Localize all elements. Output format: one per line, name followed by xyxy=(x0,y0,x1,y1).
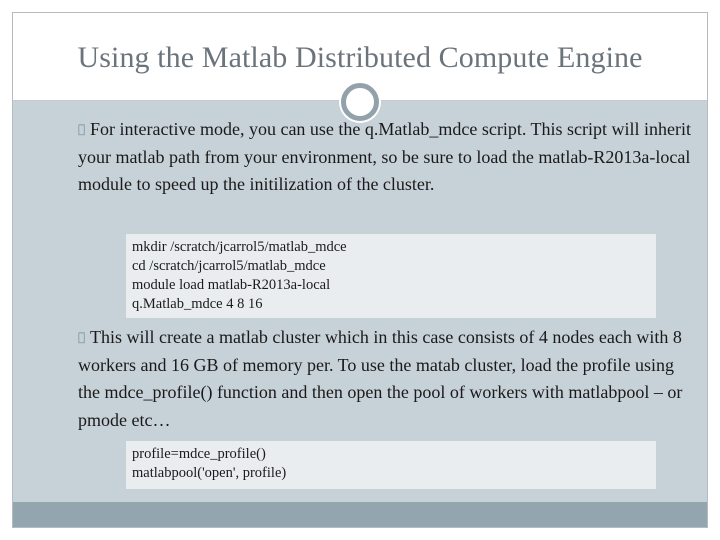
slide-title: Using the Matlab Distributed Compute Engine xyxy=(77,41,643,74)
code-block xyxy=(126,441,656,489)
bullet-text: This will create a matlab cluster which in this case consists of 4 nodes each with 8 workers and 16 GB of memory per. To use the matab cluster, load the profile using the mdce_profile() function and then open the pool of workers with matlabpool – or pmode etc… xyxy=(78,327,683,430)
code-line: profile=mdce_profile() xyxy=(132,446,266,462)
bullet-text: For interactive mode, you can use the q.Matlab_mdce script. This script will inherit your matlab path from your environment, so be sure to load the matlab-R2013a-local module to speed up the initilization of the cluster. xyxy=(78,119,692,194)
bottom-bar xyxy=(13,502,707,527)
code-line: cd /scratch/jcarrol5/matlab_mdce xyxy=(132,258,326,274)
bullet-item xyxy=(78,324,698,434)
bullet-marker-icon xyxy=(78,324,90,352)
code-line: module load matlab-R2013a-local xyxy=(132,277,331,293)
code-line: q.Matlab_mdce 4 8 16 xyxy=(132,296,263,312)
bullet-item xyxy=(78,116,698,199)
code-line: mkdir /scratch/jcarrol5/matlab_mdce xyxy=(132,239,347,255)
code-line: matlabpool('open', profile) xyxy=(132,465,287,481)
bullet-marker-icon xyxy=(78,116,90,144)
code-block xyxy=(126,234,656,318)
